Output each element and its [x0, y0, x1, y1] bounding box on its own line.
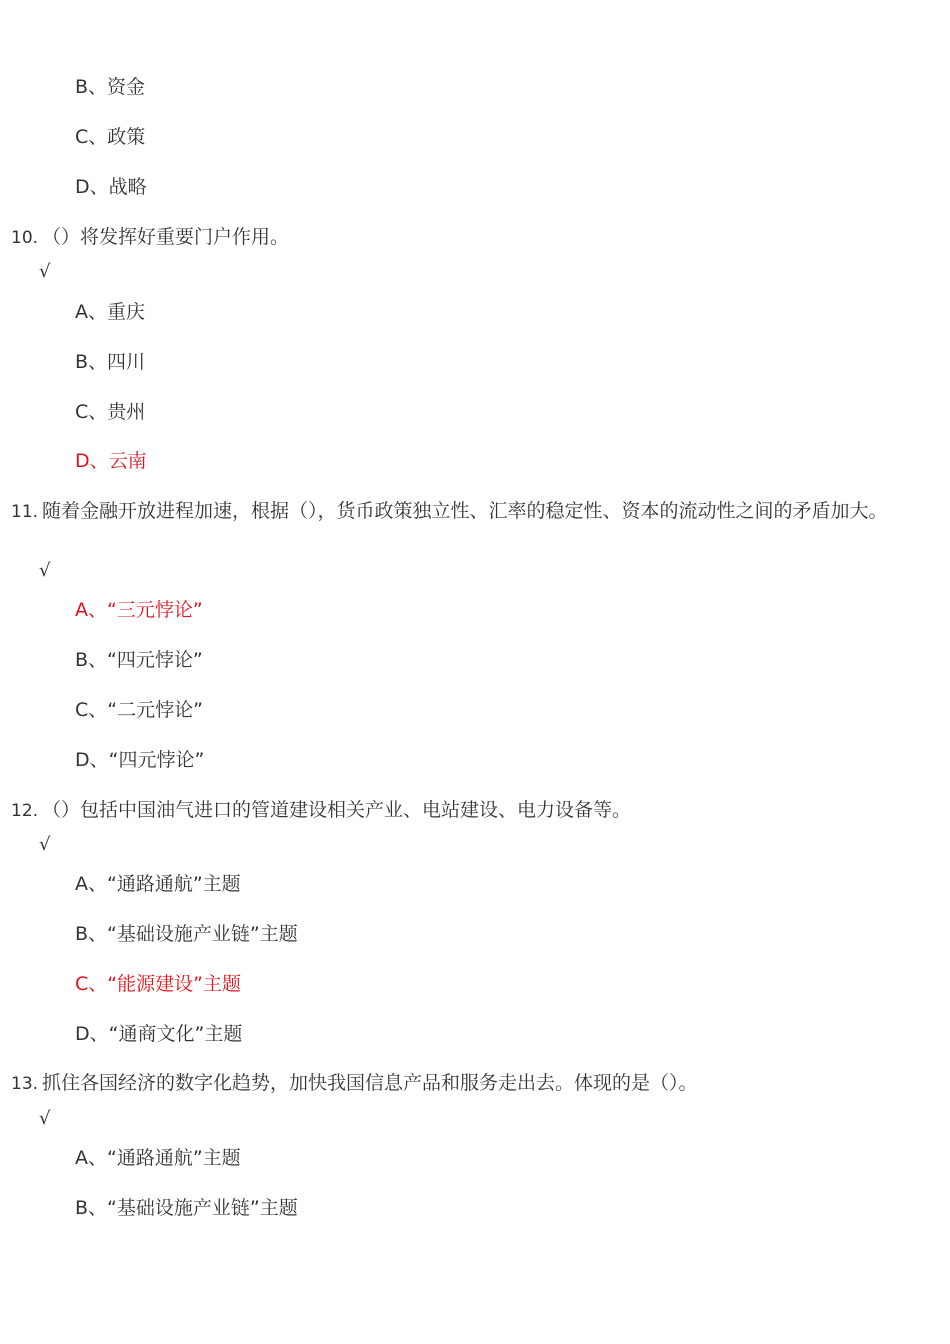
question-text: （）将发挥好重要门户作用。 [42, 226, 290, 248]
option-item[interactable]: B、四川 [75, 351, 146, 373]
question-text: 抓住各国经济的数字化趋势，加快我国信息产品和服务走出去。体现的是（）。 [42, 1072, 698, 1094]
option-item[interactable]: B、“四元悖论” [75, 649, 203, 671]
question-text: 随着金融开放进程加速，根据（），货币政策独立性、汇率的稳定性、资本的流动性之间的矛盾加大。 [42, 500, 888, 522]
option-item[interactable]: C、“二元悖论” [75, 699, 203, 721]
question-13 [11, 1070, 698, 1097]
question-number: 12. [11, 801, 39, 821]
option-item[interactable]: D、战略 [75, 176, 147, 198]
option-item-correct[interactable]: A、“三元悖论” [75, 599, 203, 621]
answer-mark: √ [39, 834, 51, 855]
option-item[interactable]: A、“通路通航”主题 [75, 873, 241, 895]
answer-mark: √ [39, 1108, 51, 1129]
option-item[interactable]: C、贵州 [75, 401, 146, 423]
option-item[interactable]: B、“基础设施产业链”主题 [75, 923, 298, 945]
question-text: （）包括中国油气进口的管道建设相关产业、电站建设、电力设备等。 [42, 799, 632, 821]
option-item[interactable]: B、“基础设施产业链”主题 [75, 1197, 298, 1219]
option-item[interactable]: A、“通路通航”主题 [75, 1147, 241, 1169]
option-item[interactable]: D、“四元悖论” [75, 749, 205, 771]
option-item[interactable]: B、资金 [75, 76, 146, 98]
question-10 [11, 224, 289, 251]
option-item[interactable]: D、“通商文化”主题 [75, 1023, 243, 1045]
answer-mark: √ [39, 560, 51, 581]
question-12 [11, 797, 631, 824]
question-number: 10. [11, 228, 39, 248]
option-item-correct[interactable]: D、云南 [75, 450, 147, 472]
option-item-correct[interactable]: C、“能源建设”主题 [75, 973, 241, 995]
option-item[interactable]: C、政策 [75, 126, 146, 148]
answer-mark: √ [39, 261, 51, 282]
option-item[interactable]: A、重庆 [75, 301, 145, 323]
question-number: 13. [11, 1074, 39, 1094]
question-11 [11, 498, 888, 525]
question-number: 11. [11, 502, 39, 522]
